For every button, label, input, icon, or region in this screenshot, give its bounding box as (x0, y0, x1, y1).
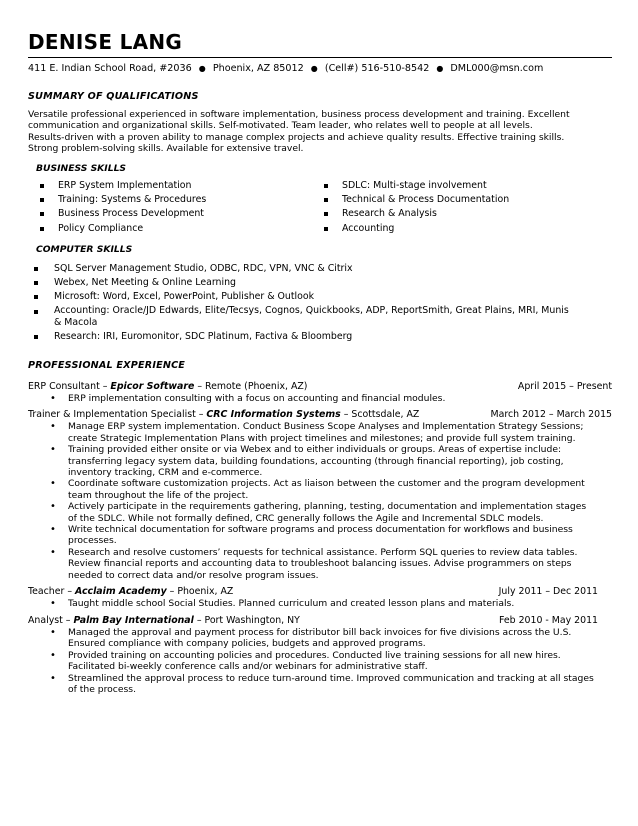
list-item: • Streamlined the approval process to reduce turn-around time. Improved communication and tracking at all stages of the process. (68, 673, 594, 696)
job-location: – Phoenix, AZ (166, 586, 234, 598)
contact-address: 411 E. Indian School Road, #2036 (28, 63, 192, 74)
resume-page (28, 30, 612, 695)
list-item: Research & Analysis (312, 207, 582, 221)
list-item-text: Accounting: Oracle/JD Edwards, Elite/Tecsys, Cognos, Quickbooks, ADP, ReportSmith, Great Plains, MRI, Munis & Macola (54, 304, 569, 328)
list-item: SQL Server Management Studio, ODBC, RDC, VPN, VNC & Citrix (28, 262, 612, 276)
job-header (28, 585, 612, 598)
job-dates: Feb 2010 - May 2011 (499, 614, 598, 626)
candidate-name: DENISE LANG (28, 30, 183, 54)
summary-line: communication and organizational skills. Self-motivated. Team leader, who relates well to people at all levels. (28, 120, 533, 132)
list-item: • Research and resolve customers’ requests for technical assistance. Perform SQL queries to review data tables. Review financial reports and accounting data to troubleshoot balancing issues. Advise programmers on steps needed to correct data and/or resolve program issues. (68, 547, 594, 581)
list-item: Webex, Net Meeting & Online Learning (28, 276, 612, 290)
job-company: Palm Bay International (73, 614, 194, 626)
job-dates: April 2015 – Present (517, 380, 612, 392)
business-skills-left (28, 179, 298, 236)
list-item: Business Process Development (28, 207, 298, 221)
job-bullets (68, 421, 612, 581)
job-company: Epicor Software (110, 380, 195, 392)
list-item: • Actively participate in the requirements gathering, planning, testing, documentation and implementation stages of the SDLC. While not formally defined, CRC generally follows the Agile and Incremental SDLC models. (68, 501, 594, 524)
business-skills-right (312, 179, 582, 236)
job-role: ERP Consultant – (28, 380, 111, 392)
list-item: • Training provided either onsite or via Webex and to either individuals or groups. Areas of expertise include: transferring legacy system data, building foundations, accounting (through financial reporting), job costing, inventory tracking, CRM and e-commerce. (68, 444, 594, 478)
list-item: Technical & Process Documentation (312, 193, 582, 207)
summary-heading: SUMMARY OF QUALIFICATIONS (28, 91, 199, 102)
list-item: • Taught middle school Social Studies. Planned curriculum and created lesson plans and materials. (68, 598, 594, 609)
summary-line: Versatile professional experienced in software implementation, business process development and training. Excellent (28, 109, 570, 120)
job-role: Analyst – (28, 614, 74, 626)
list-item: • ERP implementation consulting with a focus on accounting and financial modules. (68, 393, 594, 404)
job-location: – Remote (Phoenix, AZ) (194, 380, 308, 392)
summary-line: Results-driven with a proven ability to manage complex projects and achieve quality results. Effective training skills. (28, 131, 565, 143)
summary-text (28, 109, 612, 155)
contact-phone: (Cell#) 516-510-8542 (324, 63, 430, 74)
separator-dot: ● (436, 64, 444, 73)
job-entry (28, 380, 612, 405)
contact-city: Phoenix, AZ 85012 (212, 63, 304, 74)
list-item: • Managed the approval and payment process for distributor bill back invoices for five divisions across the U.S. Ensured compliance with company policies, budgets and approved programs. (68, 627, 594, 650)
job-role: Teacher – (28, 586, 76, 598)
list-item: • Manage ERP system implementation. Conduct Business Scope Analyses and Implementation Strategy Sessions; create Strategic Implementation Plans with project timelines and milestones; and provide full system training. (68, 421, 594, 444)
job-role: Trainer & Implementation Specialist – (28, 409, 207, 421)
job-location: – Scottsdale, AZ (340, 409, 420, 421)
job-entry (28, 614, 612, 696)
job-company: CRC Information Systems (206, 409, 341, 421)
job-header (28, 380, 612, 393)
contact-line (28, 62, 612, 76)
job-entry (28, 585, 612, 610)
list-item: Training: Systems & Procedures (28, 193, 298, 207)
business-skills-heading: BUSINESS SKILLS (36, 162, 127, 174)
job-entry (28, 408, 612, 581)
list-item: ERP System Implementation (28, 179, 298, 193)
computer-skills-heading: COMPUTER SKILLS (36, 243, 133, 255)
list-item: • Coordinate software customization projects. Act as liaison between the customer and the program development team throughout the life of the project. (68, 478, 594, 501)
computer-skills-list (28, 262, 612, 345)
separator-dot: ● (310, 64, 318, 73)
list-item: SDLC: Multi-stage involvement (312, 179, 582, 193)
list-item: Microsoft: Word, Excel, PowerPoint, Publisher & Outlook (28, 290, 612, 304)
job-location: – Port Washington, NY (193, 614, 300, 626)
list-item: Policy Compliance (28, 222, 298, 236)
job-header (28, 614, 612, 627)
list-item (28, 305, 612, 329)
separator-dot: ● (198, 64, 206, 73)
experience-heading: PROFESSIONAL EXPERIENCE (28, 359, 186, 371)
list-item: Accounting (312, 222, 582, 236)
business-skills-columns (28, 179, 612, 236)
job-dates: July 2011 – Dec 2011 (498, 586, 598, 598)
list-item: Research: IRI, Euromonitor, SDC Platinum, Factiva & Bloomberg (28, 330, 612, 344)
job-bullets (68, 627, 612, 695)
contact-email: DML000@msn.com (450, 63, 544, 74)
job-company: Acclaim Academy (75, 586, 167, 598)
list-item: • Write technical documentation for software programs and process documentation for workflows and business processes. (68, 524, 594, 547)
summary-line: Strong problem-solving skills. Available for extensive travel. (28, 143, 304, 155)
job-bullets (68, 393, 612, 404)
list-item: • Provided training on accounting policies and procedures. Conducted live training sessions for all new hires. Facilitated bi-weekly conference calls and/or webinars for administrative staff. (68, 650, 594, 673)
job-dates: March 2012 – March 2015 (490, 409, 612, 421)
header-divider (28, 57, 612, 58)
job-bullets (68, 598, 612, 609)
job-header (28, 408, 612, 421)
